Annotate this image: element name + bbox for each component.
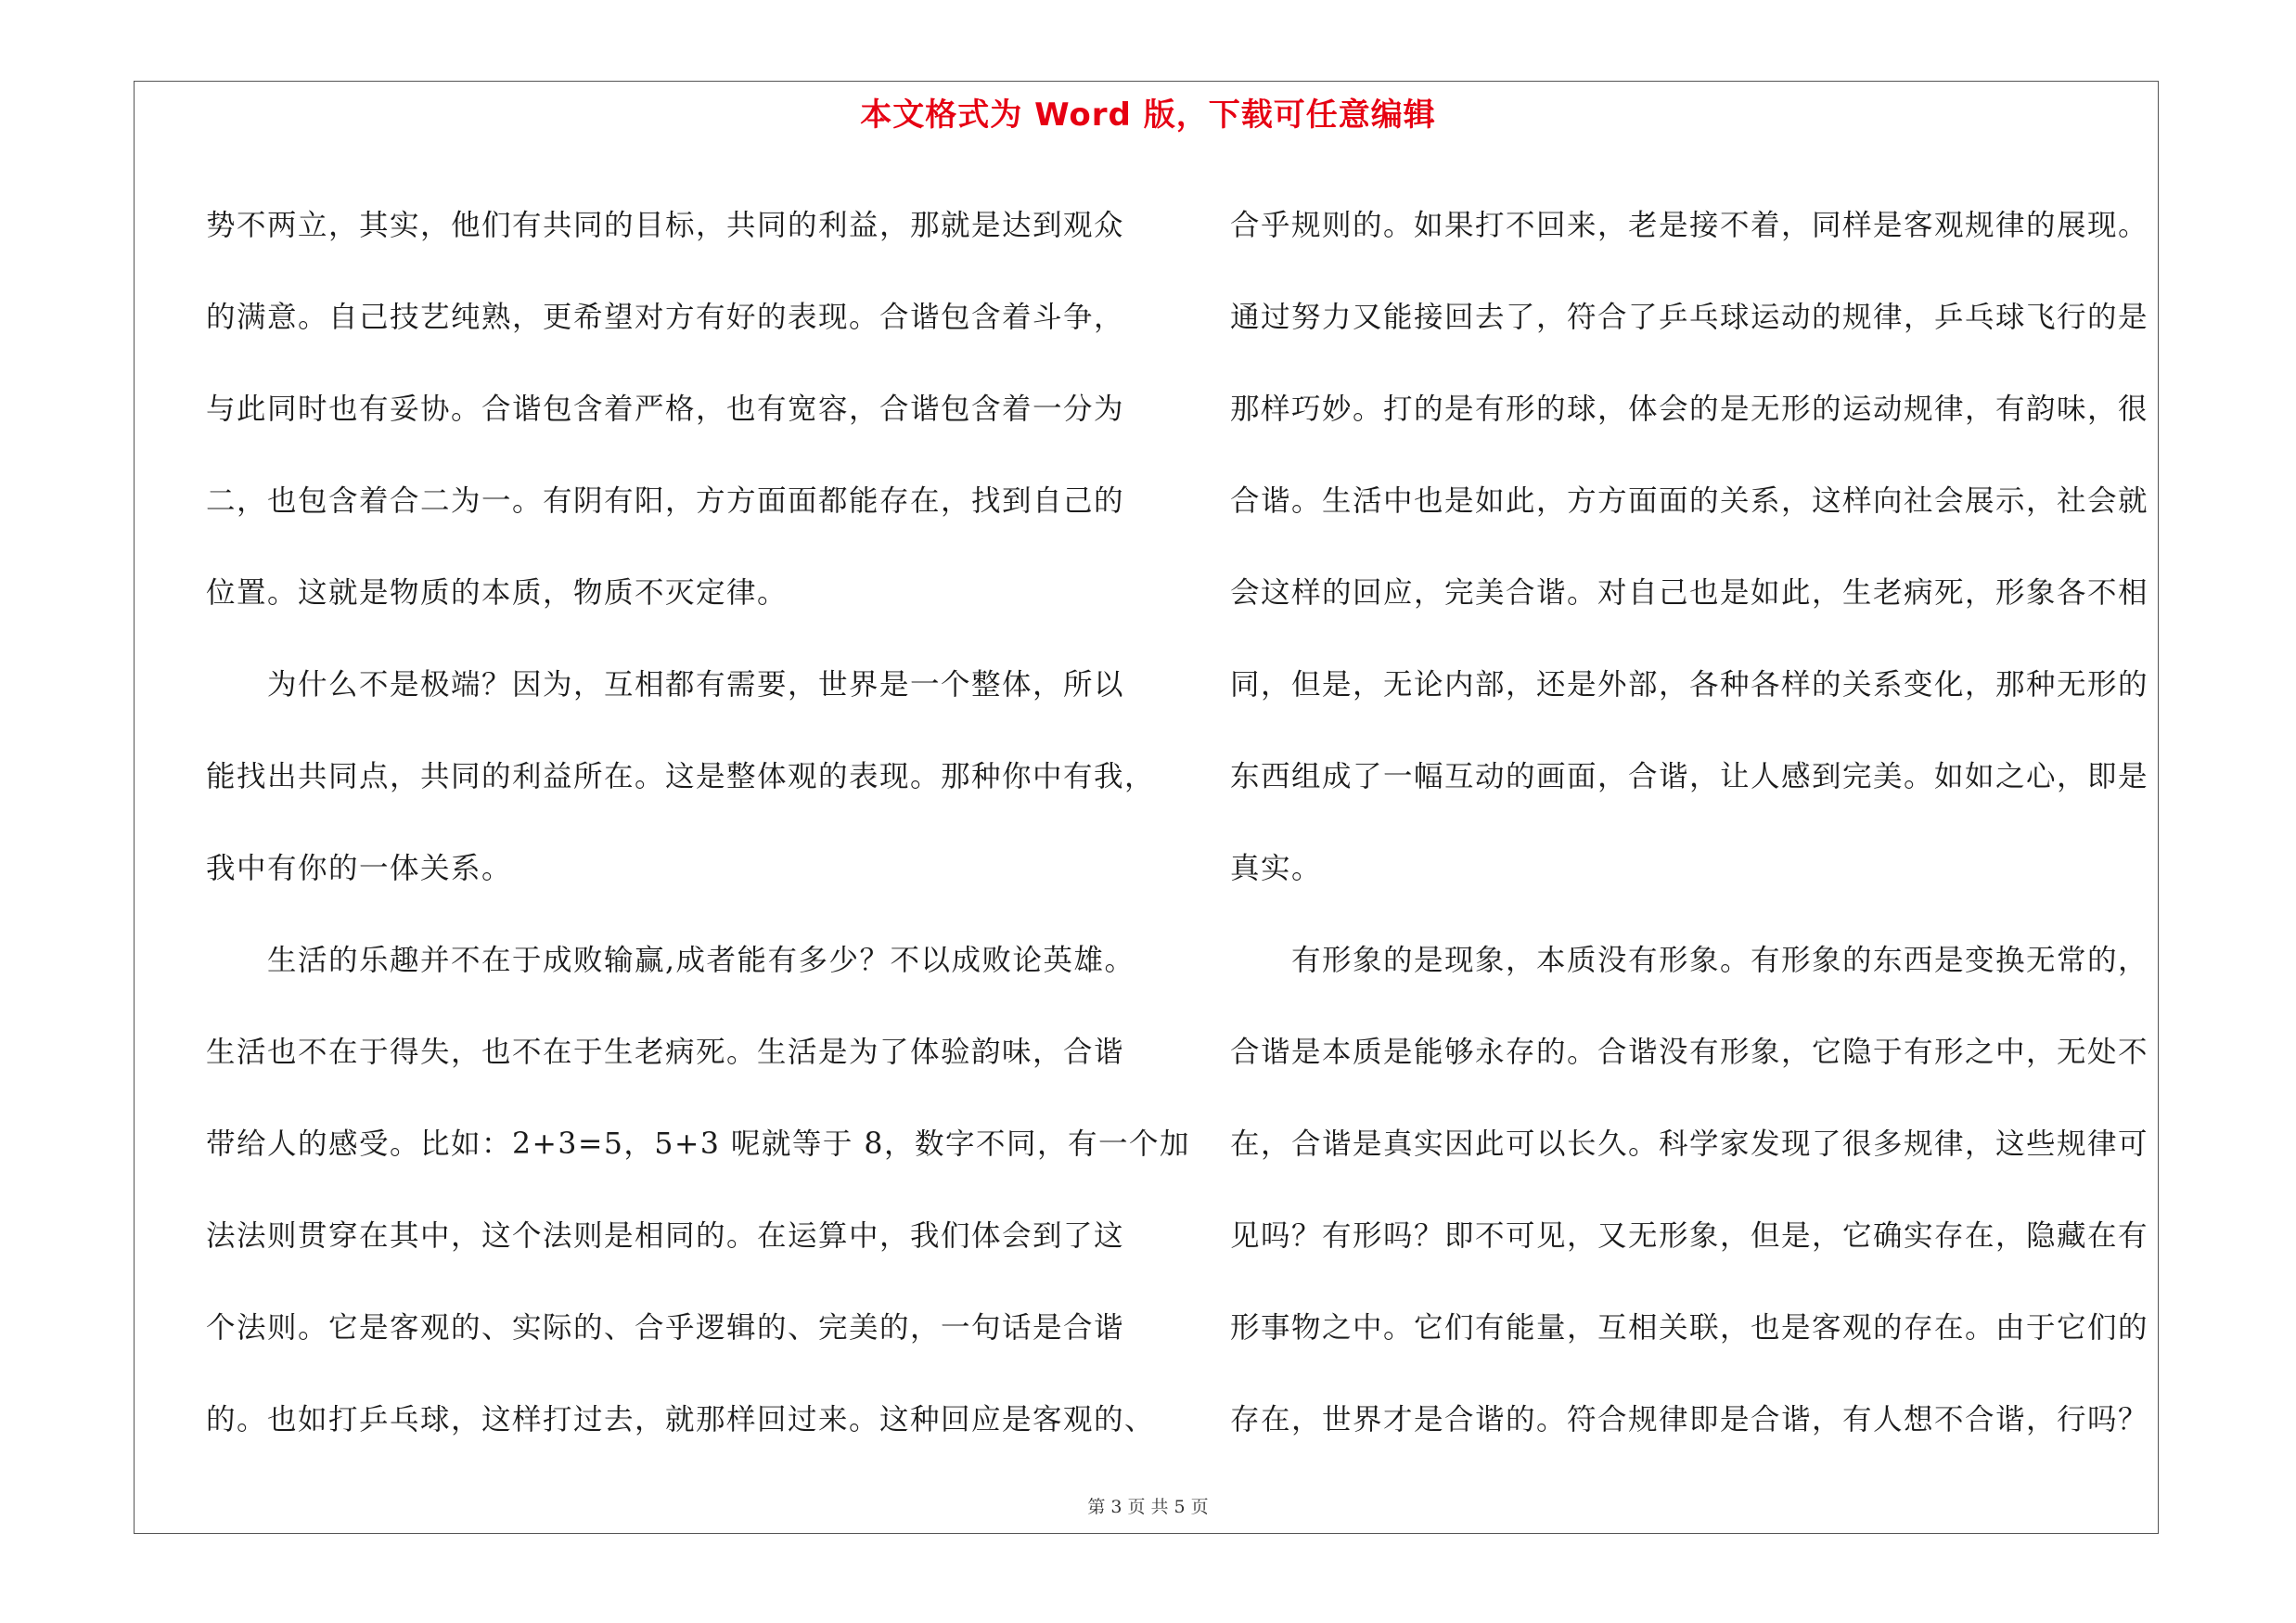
paragraph-line: 为什么不是极端？因为，互相都有需要，世界是一个整体，所以 xyxy=(267,668,1125,702)
paragraph-line: 同，但是，无论内部，还是外部，各种各样的关系变化，那种无形的 xyxy=(1230,668,2149,702)
paragraph-line: 法法则贯穿在其中，这个法则是相同的。在运算中，我们体会到了这 xyxy=(206,1219,1125,1253)
paragraph-line: 合乎规则的。如果打不回来，老是接不着，同样是客观规律的展现。 xyxy=(1230,209,2149,242)
paragraph-line: 合谐是本质是能够永存的。合谐没有形象，它隐于有形之中，无处不 xyxy=(1230,1036,2149,1069)
paragraph-line: 的满意。自己技艺纯熟，更希望对方有好的表现。合谐包含着斗争， xyxy=(206,301,1125,334)
document-header: 本文格式为 Word 版，下载可任意编辑 xyxy=(860,97,1436,134)
paragraph-line: 合谐。生活中也是如此，方方面面的关系，这样向社会展示，社会就 xyxy=(1230,484,2149,518)
paragraph-line: 势不两立，其实，他们有共同的目标，共同的利益，那就是达到观众 xyxy=(206,209,1125,242)
right-column xyxy=(1230,180,2148,1466)
paragraph-line: 与此同时也有妥协。合谐包含着严格，也有宽容，合谐包含着一分为 xyxy=(206,393,1125,426)
paragraph-line: 二，也包含着合二为一。有阴有阳，方方面面都能存在，找到自己的 xyxy=(206,484,1125,518)
paragraph-line: 在，合谐是真实因此可以长久。科学家发现了很多规律，这些规律可 xyxy=(1230,1127,2149,1161)
paragraph-line: 东西组成了一幅互动的画面，合谐，让人感到完美。如如之心，即是 xyxy=(1230,760,2149,793)
paragraph-line: 我中有你的一体关系。 xyxy=(206,852,513,885)
paragraph-line: 那样巧妙。打的是有形的球，体会的是无形的运动规律，有韵味，很 xyxy=(1230,393,2149,426)
paragraph-line: 生活也不在于得失，也不在于生老病死。生活是为了体验韵味，合谐 xyxy=(206,1036,1125,1069)
paragraph-line: 有形象的是现象，本质没有形象。有形象的东西是变换无常的， xyxy=(1291,944,2149,977)
paragraph-line: 见吗？有形吗？即不可见，又无形象，但是，它确实存在，隐藏在有 xyxy=(1230,1219,2149,1253)
paragraph-line: 位置。这就是物质的本质，物质不灭定律。 xyxy=(206,576,789,610)
paragraph-line: 个法则。它是客观的、实际的、合乎逻辑的、完美的，一句话是合谐 xyxy=(206,1311,1125,1345)
paragraph-line: 形事物之中。它们有能量，互相关联，也是客观的存在。由于它们的 xyxy=(1230,1311,2149,1345)
paragraph-line: 会这样的回应，完美合谐。对自己也是如此，生老病死，形象各不相 xyxy=(1230,576,2149,610)
paragraph-line: 真实。 xyxy=(1230,852,1323,885)
paragraph-line: 生活的乐趣并不在于成败输赢,成者能有多少？不以成败论英雄。 xyxy=(267,944,1135,977)
paragraph-line: 能找出共同点，共同的利益所在。这是整体观的表现。那种你中有我， xyxy=(206,760,1156,793)
paragraph-line: 带给人的感受。比如：2+3=5，5+3 呢就等于 8，数字不同，有一个加 xyxy=(206,1127,1190,1161)
paragraph-line: 通过努力又能接回去了，符合了乒乓球运动的规律，乒乓球飞行的是 xyxy=(1230,301,2149,334)
left-column xyxy=(206,180,1190,1466)
paragraph-line: 的。也如打乒乓球，这样打过去，就那样回过来。这种回应是客观的、 xyxy=(206,1403,1156,1436)
paragraph-line: 存在，世界才是合谐的。符合规律即是合谐，有人想不合谐，行吗？ xyxy=(1230,1403,2149,1436)
page-number: 第 3 页 共 5 页 xyxy=(1087,1497,1209,1517)
